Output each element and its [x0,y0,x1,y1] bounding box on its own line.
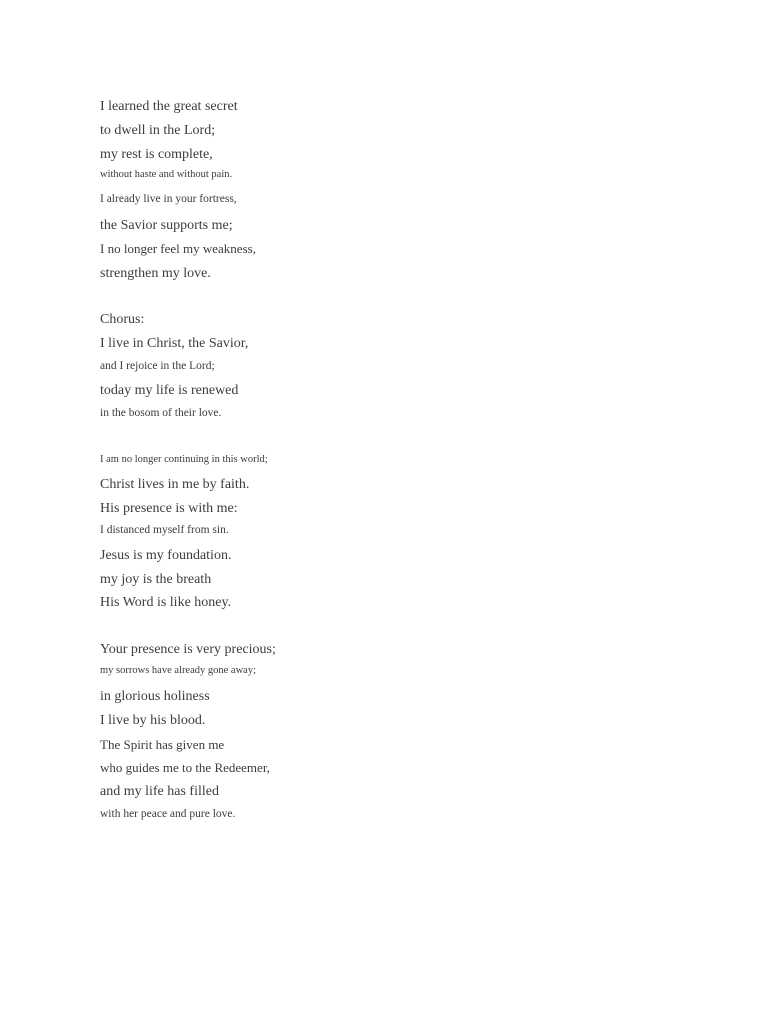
verse-line: and my life has filled [100,784,219,799]
verse-line: I no longer feel my weakness, [100,241,256,256]
verse-line: today my life is renewed [100,383,239,398]
verse-line: strengthen my love. [100,266,211,281]
verse-line: I learned the great secret [100,99,238,114]
verse-line: His presence is with me: [100,501,238,516]
verse-line: I live in Christ, the Savior, [100,336,249,351]
verse-line: I distanced myself from sin. [100,524,229,536]
verse-line: Your presence is very precious; [100,642,276,657]
verse-line: His Word is like honey. [100,595,232,610]
verse-line: without haste and without pain. [100,169,233,180]
verse-line: I live by his blood. [100,713,206,728]
verse-line: my sorrows have already gone away; [100,665,256,676]
verse-line: The Spirit has given me [100,737,225,752]
verse-line: in the bosom of their love. [100,407,222,419]
verse-line: I already live in your fortress, [100,193,237,205]
verse-line: with her peace and pure love. [100,808,236,820]
verse-line: Jesus is my foundation. [100,548,232,563]
chorus-heading: Chorus: [100,312,145,327]
verse-line: my joy is the breath [100,572,212,587]
verse-line: my rest is complete, [100,147,213,162]
verse-line: the Savior supports me; [100,218,233,233]
verse-line: Christ lives in me by faith. [100,477,250,492]
verse-line: and I rejoice in the Lord; [100,360,215,372]
verse-line: in glorious holiness [100,689,210,704]
verse-line: who guides me to the Redeemer, [100,760,270,775]
verse-line: I am no longer continuing in this world; [100,454,268,465]
verse-line: to dwell in the Lord; [100,123,216,138]
